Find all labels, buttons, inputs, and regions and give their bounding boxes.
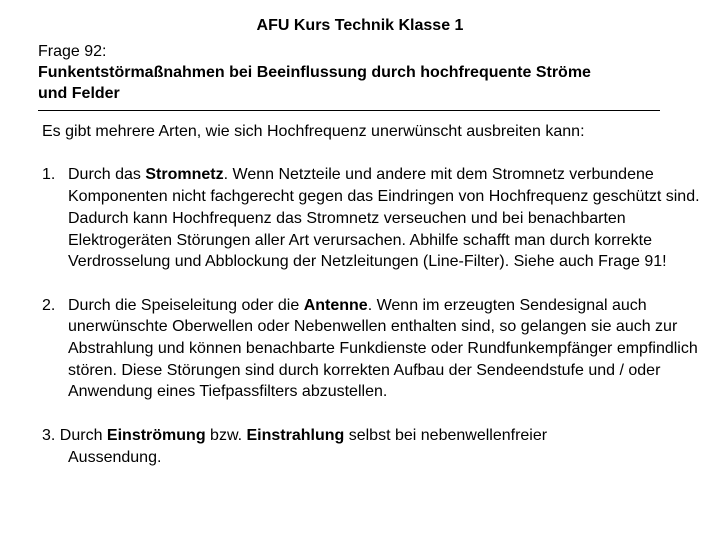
- list-item-3-line-1: [42, 425, 702, 447]
- question-heading-line-2: und Felder: [38, 85, 120, 102]
- list-item-text-pre: Durch: [59, 426, 107, 444]
- question-header: [38, 41, 678, 104]
- list-item-text: [68, 295, 702, 404]
- list-item-text: [68, 164, 702, 273]
- list-item-text-pre: Durch das: [68, 166, 146, 184]
- list-item-text-mid: bzw.: [205, 426, 247, 444]
- list-item-keyword: Einströmung: [106, 426, 206, 444]
- document-title: AFU Kurs Technik Klasse 1: [256, 17, 464, 34]
- list-item-number: 2.: [42, 296, 56, 314]
- list-item-text-post: selbst bei nebenwellenfreier: [344, 426, 548, 444]
- question-heading-line-1: Funkentstörmaßnahmen bei Beeinflussung durch hochfrequente Ströme: [38, 64, 591, 81]
- question-number: Frage 92:: [38, 43, 107, 60]
- answer-content: [42, 121, 702, 468]
- list-item-text-post: . Wenn im erzeugten Sendesignal auch unerwünschte Oberwellen oder Nebenwellen enthalten sind, so gelangen sie auch zur Abstrahlung und können benachbarte Funkdienste oder Rundfunkempfänger empfindlich stören. Diese Störungen sind durch korrekten Aufbau der Sendeendstufe und / oder Anwendung eines Tiefpassfilters abzustellen.: [68, 296, 698, 401]
- list-item-1: [42, 164, 702, 273]
- list-item-keyword: Stromnetz: [145, 166, 224, 184]
- list-item-2: [42, 295, 702, 404]
- list-item-keyword: Antenne: [303, 296, 368, 314]
- list-item-3-line-2: Aussendung.: [68, 448, 162, 466]
- header-divider: [38, 110, 660, 111]
- list-item-text-post: . Wenn Netzteile und andere mit dem Stromnetz verbundene Komponenten nicht fachgerecht gegen das Eindringen von Hochfrequenz geschützt sind. Dadurch kann Hochfrequenz das Stromnetz verseuchen und bei benachbarten Elektrogeräten Störungen aller Art verursachen. Abhilfe schafft man durch korrekte Verdrosselung und Abblockung der Netzleitungen (Line-Filter). Siehe auch Frage 91!: [68, 166, 700, 271]
- list-item-3: [42, 425, 702, 468]
- list-item-number: 3.: [42, 426, 56, 444]
- list-item-number: 1.: [42, 166, 56, 184]
- intro-text: Es gibt mehrere Arten, wie sich Hochfrequenz unerwünscht ausbreiten kann:: [42, 123, 585, 140]
- list-item-keyword-2: Einstrahlung: [246, 426, 345, 444]
- list-item-text-pre: Durch die Speiseleitung oder die: [68, 296, 304, 314]
